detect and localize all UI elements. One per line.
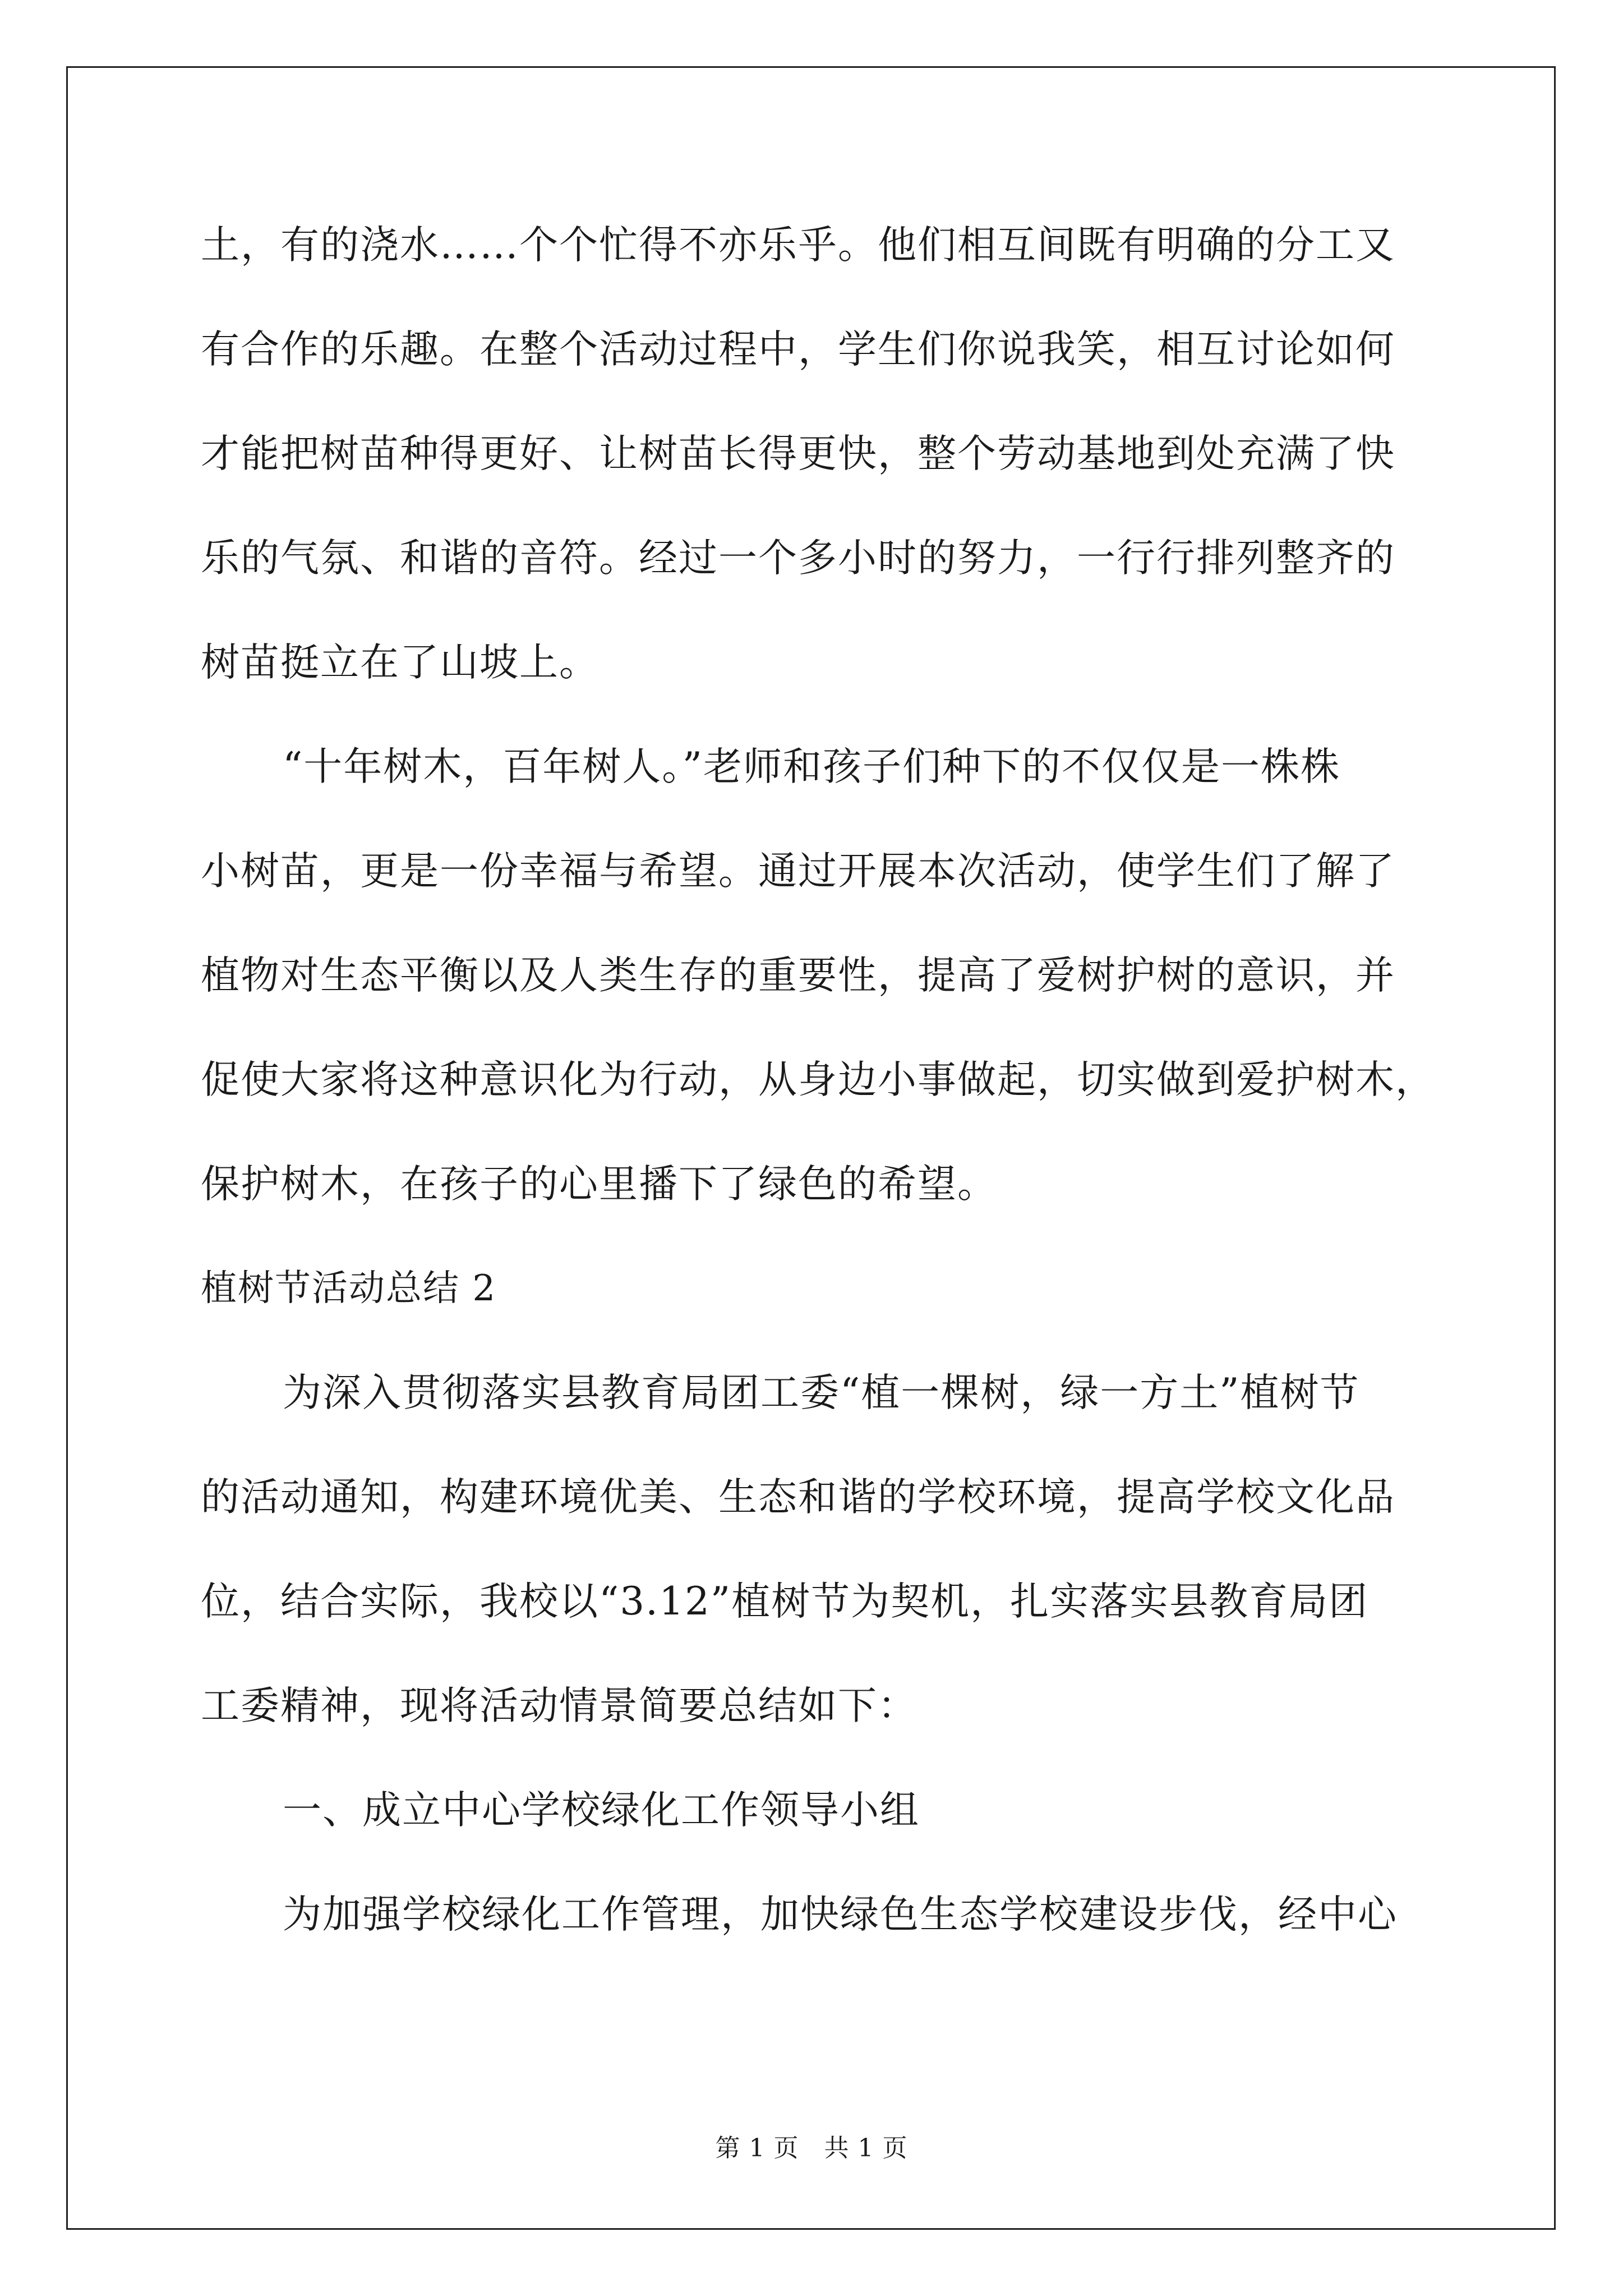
text-line: 植物对生态平衡以及人类生存的重要性，提高了爱树护树的意识，并 (201, 953, 1395, 998)
text-line: 才能把树苗种得更好、让树苗长得更快，整个劳动基地到处充满了快 (201, 431, 1395, 476)
text-line: 土，有的浇水……个个忙得不亦乐乎。他们相互间既有明确的分工又 (201, 223, 1395, 268)
subsection-heading: 一、成立中心学校绿化工作领导小组 (283, 1788, 920, 1833)
text-line: “十年树木，百年树人。”老师和孩子们种下的不仅仅是一株株 (283, 744, 1341, 789)
page-number: 第 1 页 共 1 页 (715, 2134, 908, 2162)
text-line: 为深入贯彻落实县教育局团工委“植一棵树，绿一方土”植树节 (283, 1370, 1360, 1415)
text-line: 树苗挺立在了山坡上。 (201, 640, 599, 685)
text-line: 工委精神，现将活动情景简要总结如下： (201, 1683, 917, 1728)
text-line: 为加强学校绿化工作管理，加快绿色生态学校建设步伐，经中心 (283, 1892, 1398, 1937)
text-line: 位，结合实际，我校以“3.12”植树节为契机，扎实落实县教育局团 (201, 1579, 1369, 1624)
text-line: 小树苗，更是一份幸福与希望。通过开展本次活动，使学生们了解了 (201, 849, 1395, 894)
text-line: 的活动通知，构建环境优美、生态和谐的学校环境，提高学校文化品 (201, 1475, 1395, 1520)
text-line: 有合作的乐趣。在整个活动过程中，学生们你说我笑，相互讨论如何 (201, 327, 1395, 372)
text-line: 保护树木，在孩子的心里播下了绿色的希望。 (201, 1162, 997, 1207)
text-line: 促使大家将这种意识化为行动，从身边小事做起，切实做到爱护树木， (201, 1057, 1435, 1102)
section-heading: 植树节活动总结 2 (201, 1268, 497, 1309)
document-body (201, 219, 1435, 1993)
text-line: 乐的气氛、和谐的音符。经过一个多小时的努力，一行行排列整齐的 (201, 536, 1395, 581)
